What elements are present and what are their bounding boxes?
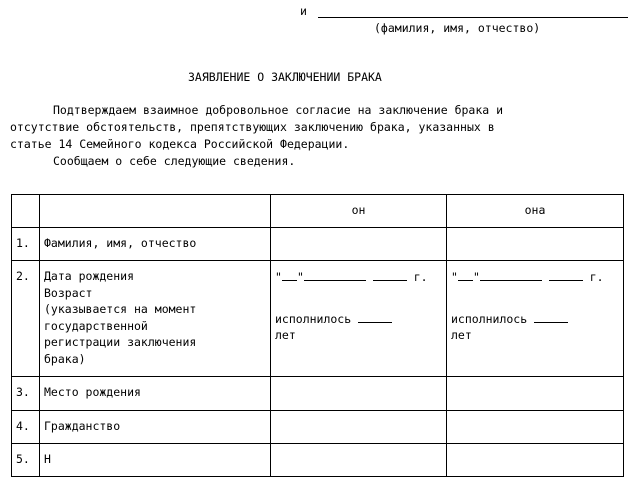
year-suffix: г. — [589, 270, 604, 284]
header-label-cell — [40, 195, 271, 228]
he-age-field[interactable] — [275, 310, 442, 328]
label-line: государственной — [44, 318, 148, 333]
she-citizenship-field[interactable] — [447, 411, 624, 444]
he-full-name-field[interactable] — [271, 228, 447, 261]
table-row — [12, 411, 624, 444]
label-line: Возраст — [44, 285, 93, 300]
quote-open: " — [275, 270, 282, 284]
day-blank[interactable] — [458, 268, 473, 281]
row-label-full-name: Фамилия, имя, отчество — [40, 228, 271, 261]
label-line: брака) — [44, 351, 86, 366]
label-line: регистрации заключения — [44, 335, 197, 349]
marriage-application-table — [11, 194, 624, 477]
age-suffix: лет — [275, 328, 296, 342]
he-citizenship-field[interactable] — [271, 411, 447, 444]
label-line: Дата рождения — [44, 269, 135, 283]
column-header-he: он — [271, 195, 447, 228]
day-blank[interactable] — [282, 268, 297, 281]
he-birth-date-field[interactable] — [275, 268, 442, 286]
he-birth-place-field[interactable] — [271, 377, 447, 411]
she-full-name-field[interactable] — [447, 228, 624, 261]
quote-close: " — [472, 270, 480, 284]
row-number: 3. — [12, 377, 40, 411]
he-birth-date-cell[interactable] — [271, 261, 447, 377]
row-number: 2. — [12, 261, 40, 377]
year-blank[interactable] — [549, 268, 583, 281]
he-field[interactable] — [271, 444, 447, 477]
table-row — [12, 228, 624, 261]
paragraph-line-2: отсутствие обстоятельств, препятствующих заключению брака, указанных в — [10, 120, 495, 134]
she-field[interactable] — [447, 444, 624, 477]
age-suffix: лет — [451, 328, 472, 342]
paragraph-line-1: Подтверждаем взаимное добровольное согласие на заключение брака и — [53, 103, 504, 117]
conjunction-text: и — [300, 4, 307, 18]
paragraph-line-3: статье 14 Семейного кодекса Российской Федерации. — [10, 137, 350, 151]
year-suffix: г. — [413, 270, 428, 284]
table-row — [12, 444, 624, 477]
month-blank[interactable] — [304, 268, 366, 281]
table-header-row — [12, 195, 624, 228]
age-blank[interactable] — [534, 310, 568, 323]
label-line: (указывается на момент — [44, 302, 197, 316]
row-label-partial: Н — [40, 444, 271, 477]
document-title: ЗАЯВЛЕНИЕ О ЗАКЛЮЧЕНИИ БРАКА — [188, 70, 382, 84]
row-number: 4. — [12, 411, 40, 444]
row-label-citizenship: Гражданство — [40, 411, 271, 444]
month-blank[interactable] — [480, 268, 542, 281]
row-label-birth-place: Место рождения — [40, 377, 271, 411]
she-age-field[interactable] — [451, 310, 619, 328]
header-num-cell — [12, 195, 40, 228]
she-birth-date-field[interactable] — [451, 268, 619, 286]
she-birth-date-cell[interactable] — [447, 261, 624, 377]
name-caption: (фамилия, имя, отчество) — [374, 21, 541, 35]
she-birth-place-field[interactable] — [447, 377, 624, 411]
year-blank[interactable] — [373, 268, 407, 281]
age-prefix: исполнилось — [275, 311, 352, 326]
row-number: 1. — [12, 228, 40, 261]
column-header-she: она — [447, 195, 624, 228]
paragraph-2: Сообщаем о себе следующие сведения. — [53, 154, 296, 168]
row-label-birth-date-age — [40, 261, 271, 377]
table-row — [12, 261, 624, 377]
age-prefix: исполнилось — [451, 311, 528, 326]
row-number: 5. — [12, 444, 40, 477]
table-row — [12, 377, 624, 411]
quote-open: " — [451, 270, 458, 284]
name-signature-line — [318, 17, 628, 18]
age-blank[interactable] — [358, 310, 392, 323]
quote-close: " — [296, 270, 304, 284]
